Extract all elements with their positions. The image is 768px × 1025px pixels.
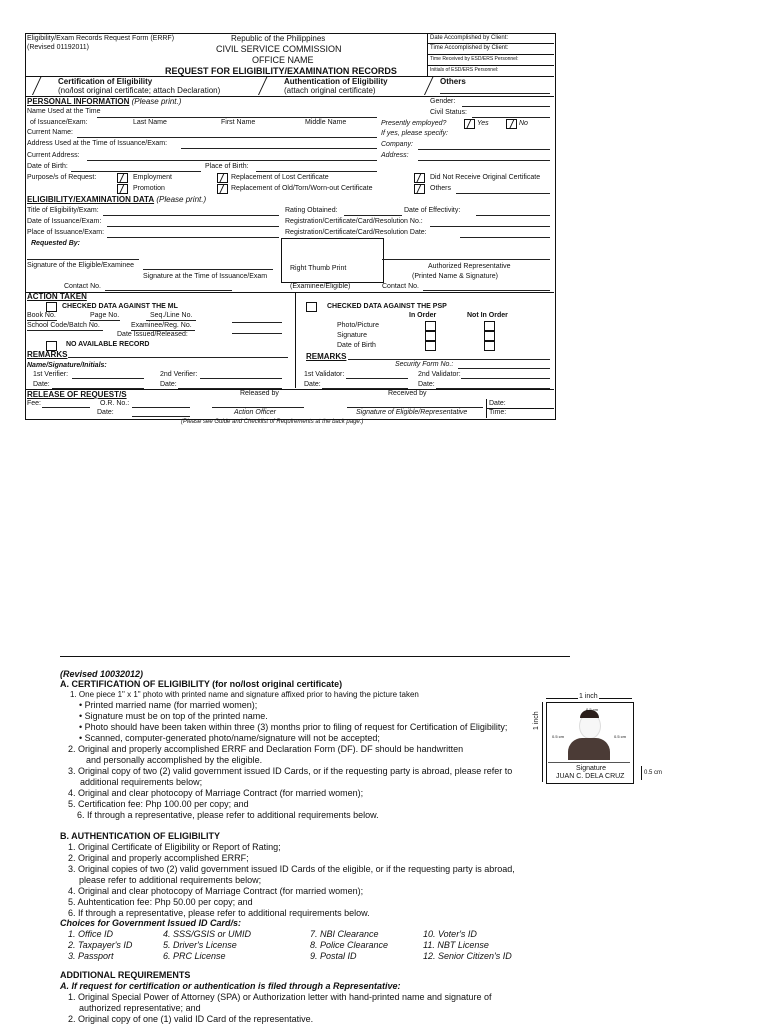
rep-contact-input[interactable] [423, 290, 550, 291]
id-choice-item: 9. Postal ID [310, 951, 357, 961]
rating-label: Rating Obtained: [285, 207, 338, 214]
person-shirt [568, 738, 610, 760]
certification-option[interactable]: Certification of Eligibility [58, 77, 153, 86]
photo-left-margin: 0.5 cm [552, 734, 565, 739]
section-a-heading: A. CERTIFICATION OF ELIGIBILITY (for no/lost original certificate) [60, 679, 343, 689]
checked-psp-label: CHECKED DATA AGAINST THE PSP [327, 303, 447, 310]
req-a3: 3. Original copy of two (2) valid government issued ID Cards, or if the requesting party is abroad, please refer to [68, 766, 513, 776]
in-order-label: In Order [409, 312, 437, 319]
req-b3: 3. Original copies of two (2) valid government issued ID Cards of the eligible, or if the requesting party is abroad, [68, 864, 515, 874]
seq-no-label: Seq./Line No. [150, 312, 193, 319]
pob-label: Place of Birth: [205, 163, 249, 170]
personal-info-heading: PERSONAL INFORMATION (Please print.) [27, 97, 182, 106]
initials-label: Initials of ESD/ERS Personnel: [430, 67, 499, 73]
address-used-input[interactable] [181, 148, 377, 149]
address-label: Address: [381, 152, 409, 159]
date-accomplished-label: Date Accomplished by Client: [430, 35, 509, 41]
current-name-label: Current Name: [27, 129, 73, 136]
action-officer-label: Action Officer [234, 409, 277, 416]
verifier2-label: 2nd Verifier: [160, 371, 198, 378]
civil-status-input[interactable] [472, 117, 550, 118]
remarks-left-input[interactable] [68, 357, 288, 358]
id-choice-item: 2. Taxpayer's ID [68, 940, 133, 950]
req-a1-b2: • Signature must be on top of the printed name. [79, 711, 268, 721]
school-code-label: School Code/Batch No. [27, 322, 100, 329]
first-name-label: First Name [221, 119, 256, 126]
others-label: Others [430, 185, 452, 192]
printed-name-label: (Printed Name & Signature) [412, 273, 498, 280]
req-b2: 2. Original and properly accomplished ERRF; [68, 853, 249, 863]
requested-by-label: Requested By: [31, 240, 81, 247]
id-choice-item: 10. Voter's ID [423, 929, 477, 939]
place-issuance-label: Place of Issuance/Exam: [27, 229, 105, 236]
section-b-heading: B. AUTHENTICATION OF ELIGIBILITY [60, 831, 220, 841]
checked-ml-checkbox[interactable] [46, 302, 57, 312]
or-no-input[interactable] [132, 407, 190, 408]
effectivity-input[interactable] [476, 215, 550, 216]
company-input[interactable] [418, 149, 550, 150]
psp-dob-label: Date of Birth [337, 342, 376, 349]
verifier1-label: 1st Verifier: [33, 371, 69, 378]
req-a1-b3: • Photo should have been taken within three (3) months prior to filing of request for Certification of Eligibility; [79, 722, 508, 732]
req-a6: 6. If through a representative, please refer to additional requirements below. [77, 810, 379, 820]
signature-not-in-order-checkbox[interactable] [484, 331, 495, 341]
photo-right-margin: 0.5 cm [614, 734, 627, 739]
id-choice-item: 7. NBI Clearance [310, 929, 379, 939]
dob-input[interactable] [71, 171, 201, 172]
req-a5: 5. Certification fee: Php 100.00 per copy; and [68, 799, 249, 809]
address-used-label: Address Used at the Time of Issuance/Exam: [27, 140, 168, 147]
office-name: OFFICE NAME [252, 55, 314, 65]
release-time-label: Time: [489, 409, 507, 416]
contact-no-input[interactable] [105, 290, 232, 291]
middle-name-label: Middle Name [305, 119, 347, 126]
photo-label: Photo/Picture [337, 322, 380, 329]
effectivity-label: Date of Effectivity: [404, 207, 461, 214]
photo-top-margin: 0.5 cm [586, 707, 599, 712]
fee-label: Fee: [27, 400, 42, 407]
photo-printed-name: JUAN C. DELA CRUZ [556, 773, 625, 780]
title-eligibility-input[interactable] [103, 215, 279, 216]
photo-width-label: 1 inch [579, 693, 598, 700]
form-title: REQUEST FOR ELIGIBILITY/EXAMINATION RECORDS [165, 66, 397, 76]
validator2-label: 2nd Validator: [418, 371, 461, 378]
no-label: No [519, 120, 528, 127]
signature-time-label: Signature at the Time of Issuance/Exam [143, 273, 268, 280]
date-issued-input[interactable] [232, 333, 282, 334]
replacement-old-label: Replacement of Old/Torn/Worn-out Certificate [231, 185, 373, 192]
republic: Republic of the Philippines [231, 34, 326, 43]
if-yes-label: If yes, please specify: [381, 130, 448, 137]
reg-no-input[interactable] [430, 226, 550, 227]
additional-heading: ADDITIONAL REQUIREMENTS [60, 970, 191, 980]
title-eligibility-label: Title of Eligibility/Exam: [27, 207, 99, 214]
issuance-label: of Issuance/Exam: [30, 119, 88, 126]
contact-no-label: Contact No. [64, 283, 101, 290]
req-b5: 5. Auhtentication fee: Php 50.00 per copy; and [68, 897, 253, 907]
id-choice-item: 12. Senior Citizen's ID [423, 951, 512, 961]
additional-a: A. If request for certification or authentication is filed through a Representative: [60, 981, 401, 991]
id-choice-item: 5. Driver's License [163, 940, 237, 950]
others-option[interactable]: Others [440, 77, 466, 86]
did-not-receive-label: Did Not Receive Original Certificate [430, 174, 541, 181]
time-received-label: Time Received by ESD/ERS Personnel: [430, 56, 519, 62]
checked-ml-label: CHECKED DATA AGAINST THE ML [62, 303, 178, 310]
eligibility-heading: ELIGIBILITY/EXAMINATION DATA (Please print.) [27, 195, 207, 204]
req-a1: 1. One piece 1" x 1" photo with printed name and signature affixed prior to having the picture taken [70, 690, 419, 699]
id-choice-item: 1. Office ID [68, 929, 114, 939]
no-record-label: NO AVAILABLE RECORD [66, 341, 150, 348]
replacement-lost-label: Replacement of Lost Certificate [231, 174, 329, 181]
action-taken-heading: ACTION TAKEN [27, 292, 87, 301]
form-revised: (Revised 01192011) [27, 44, 90, 51]
fee-input[interactable] [42, 407, 90, 408]
name-used-label: Name Used at the Time [27, 108, 101, 115]
photo-height-label: 1 inch [533, 711, 540, 730]
additional-a1b: authorized representative; and [79, 1003, 201, 1013]
civil-status-label: Civil Status: [430, 109, 467, 116]
id-choice-item: 6. PRC License [163, 951, 226, 961]
authorized-rep-label: Authorized Representative [428, 263, 511, 270]
authentication-option[interactable]: Authentication of Eligibility [284, 77, 388, 86]
photo-in-order-checkbox[interactable] [425, 321, 436, 331]
id-choices-title: Choices for Government Issued ID Card/s: [60, 918, 242, 928]
reg-date-label: Registration/Certificate/Card/Resolution Date: [285, 229, 427, 236]
rating-input[interactable] [344, 215, 402, 216]
guide-revised: (Revised 10032012) [60, 669, 144, 679]
checked-psp-checkbox[interactable] [306, 302, 317, 312]
released-by-label: Released by [240, 390, 279, 397]
promotion-label: Promotion [133, 185, 165, 192]
validator2-date-label: Date: [418, 381, 435, 388]
yes-label: Yes [477, 120, 489, 127]
examinee-no-label: Examinee/Reg. No. [131, 322, 192, 329]
form-code: Eligibility/Exam Records Request Form (ERRF) [27, 35, 175, 42]
date-issuance-input[interactable] [107, 226, 279, 227]
req-b1: 1. Original Certificate of Eligibility or Report of Rating; [68, 842, 281, 852]
remarks-label-right: REMARKS [306, 352, 347, 361]
thumb-print-box[interactable] [281, 238, 384, 283]
date-issued-label: Date Issued/Released: [117, 331, 188, 338]
signature-eligible-label: Signature of the Eligible/Examinee [27, 262, 135, 269]
certification-note: (no/lost original certificate; attach Declaration) [58, 86, 221, 95]
page-no-label: Page No. [90, 312, 120, 319]
or-no-label: O.R. No.: [100, 400, 130, 407]
guide-note: (Please see Guide and Checklist of Requirements at the back page.) [181, 419, 364, 425]
id-choice-item: 4. SSS/GSIS or UMID [163, 929, 252, 939]
verifier1-date-label: Date: [33, 381, 50, 388]
thumb-print-label: Right Thumb Print [290, 265, 347, 272]
req-a2b: and personally accomplished by the eligible. [86, 755, 263, 765]
release-date2-label: Date: [489, 400, 506, 407]
current-name-input[interactable] [77, 137, 377, 138]
reg-no-label: Registration/Certificate/Card/Resolution No.: [285, 218, 423, 225]
release-date-input[interactable] [132, 416, 190, 417]
received-by-label: Received by [388, 390, 427, 397]
req-b4: 4. Original and clear photocopy of Marriage Contract (for married women); [68, 886, 364, 896]
gender-input[interactable] [462, 106, 550, 107]
pob-input[interactable] [256, 171, 377, 172]
id-choice-item: 3. Passport [68, 951, 114, 961]
validator1-date-label: Date: [304, 381, 321, 388]
date-issuance-label: Date of Issuance/Exam: [27, 218, 102, 225]
req-a2: 2. Original and properly accomplished ERRF and Declaration Form (DF). DF should be handwritten [68, 744, 464, 754]
release-date-label: Date: [97, 409, 114, 416]
req-b3b: please refer to additional requirements below; [79, 875, 262, 885]
book-no-label: Book No. [27, 312, 56, 319]
signature-label: Signature [337, 332, 367, 339]
additional-a2: 2. Original copy of one (1) valid ID Card of the representative. [68, 1014, 314, 1024]
remarks-label-left: REMARKS [27, 350, 68, 359]
name-sig-label: Name/Signature/Initials: [27, 362, 107, 369]
gender-label: Gender: [430, 98, 456, 105]
signature-in-order-checkbox[interactable] [425, 331, 436, 341]
company-label: Company: [381, 141, 413, 148]
time-accomplished-label: Time Accomplished by Client: [430, 45, 509, 51]
authentication-note: (attach original certificate) [284, 86, 376, 95]
remarks-right-input[interactable] [348, 359, 550, 360]
req-a1-b1: • Printed married name (for married women); [79, 700, 258, 710]
release-heading: RELEASE OF REQUEST/S [27, 390, 127, 399]
rep-contact-label: Contact No. [382, 283, 419, 290]
current-address-label: Current Address: [27, 152, 80, 159]
additional-a1: 1. Original Special Power of Attorney (SPA) or Authorization letter with hand-printed name and signature of [68, 992, 492, 1002]
dob-label: Date of Birth: [27, 163, 68, 170]
photo-signature-label: Signature [576, 765, 606, 772]
employed-label: Presently employed? [381, 120, 447, 127]
dob-in-order-checkbox[interactable] [425, 341, 436, 351]
photo-not-in-order-checkbox[interactable] [484, 321, 495, 331]
dob-not-in-order-checkbox[interactable] [484, 341, 495, 351]
req-a1-b4: • Scanned, computer-generated photo/name/signature will not be accepted; [79, 733, 380, 743]
place-issuance-input[interactable] [107, 237, 279, 238]
employment-label: Employment [133, 174, 172, 181]
last-name-label: Last Name [133, 119, 167, 126]
agency-name: CIVIL SERVICE COMMISSION [216, 44, 342, 54]
security-form-label: Security Form No.: [395, 361, 454, 368]
sig-rep-label: Signature of Eligible/Representative [356, 409, 468, 416]
purpose-label: Purpose/s of Request: [27, 174, 97, 181]
address-input[interactable] [418, 160, 550, 161]
photo-bottom-margin: 0.5 cm [644, 770, 663, 776]
req-a3b: additional requirements below; [80, 777, 203, 787]
id-choice-item: 8. Police Clearance [310, 940, 389, 950]
thumb-note: (Examinee/Eligible) [290, 283, 351, 290]
examinee-no-input[interactable] [232, 322, 282, 323]
id-choice-item: 11. NBT License [423, 940, 489, 950]
validator1-label: 1st Validator: [304, 371, 345, 378]
verifier2-date-label: Date: [160, 381, 177, 388]
req-b6: 6. If through a representative, please refer to additional requirements below. [68, 908, 370, 918]
not-in-order-label: Not In Order [467, 312, 508, 319]
reg-date-input[interactable] [460, 237, 550, 238]
req-a4: 4. Original and clear photocopy of Marriage Contract (for married women); [68, 788, 364, 798]
current-address-input[interactable] [87, 160, 377, 161]
